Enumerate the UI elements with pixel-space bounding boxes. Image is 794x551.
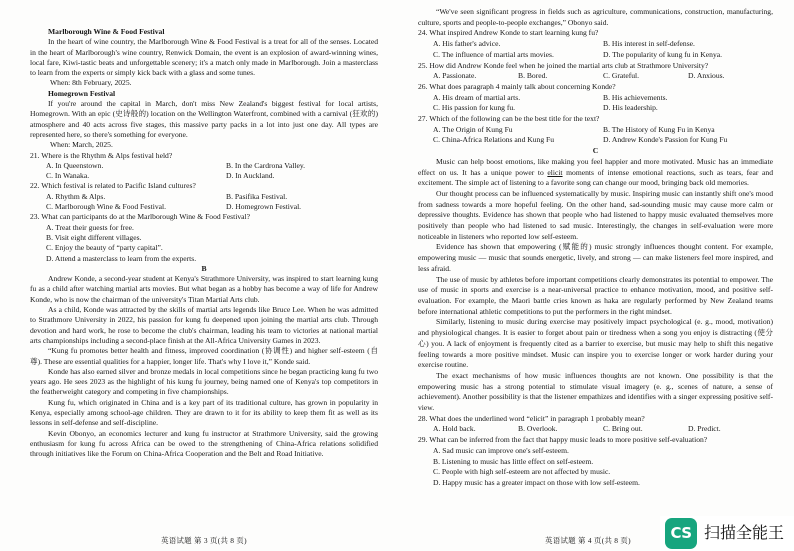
passage-c-paragraph: Evidence has shown that empowering (赋能的) music strongly influences thought content. For example, empowering music — music that sounds energetic, lively, and strong — can make listeners feel more inspired, and less afraid. (418, 242, 773, 273)
passage-c-paragraph: Similarly, listening to music during exercise may positively impact psychological (e. g., mood, motivation) and physiological changes. It is easier to forget about pain or tiredness when a song you enjoy is distracting (使分心) you. A lack of enjoyment is frequently cited as a barrier to exercise, but music may help to shift this negative feeling towards a more positive mindset. Music can inspire you to exercise longer or work harder during your exercise routine. (418, 317, 773, 370)
option-a: A. Rhythm & Alps. (46, 191, 106, 201)
option-c: C. His passion for kung fu. (433, 103, 516, 113)
option-c: C. Bring out. (603, 424, 643, 434)
option-d: D. The popularity of kung fu in Kenya. (603, 49, 723, 59)
option-b: B. Overlook. (518, 424, 558, 434)
passage-b-paragraph: “Kung fu promotes better health and fitness, improved coordination (协调性) and higher self-esteem (自尊). These are essential qualities for a happier, longer life. That's why I love it,” Konde said. (30, 346, 378, 366)
watermark-app-name: 扫描全能王 (704, 523, 785, 542)
option-a: A. Treat their guests for free. (46, 222, 134, 232)
question-26-stem: 26. What does paragraph 4 mainly talk about concerning Konde? (418, 81, 616, 91)
option-d: D. His leadership. (603, 103, 658, 113)
festival-title: Homegrown Festival (48, 88, 116, 98)
passage-c-paragraph-1 (418, 157, 773, 189)
option-b: B. Listening to music has little effect on self-esteem. (433, 456, 594, 466)
option-b: B. Visit eight different villages. (46, 232, 142, 242)
option-b: B. The History of Kung Fu in Kenya (603, 124, 715, 134)
passage-b-paragraph: “We've seen significant progress in fields such as agriculture, communications, construction, manufacturing, culture, sports and people-to-people exchanges,” Obonyo said. (418, 7, 773, 27)
option-c: C. China-Africa Relations and Kung Fu (433, 135, 555, 145)
question-25-options (418, 71, 773, 82)
option-d: D. Homegrown Festival. (226, 202, 302, 212)
option-c: C. Grateful. (603, 71, 640, 81)
passage-c-paragraph: Our thought process can be influenced systematically by music. Inspiring music can instantly shift one's mood from sadness towards a more hopeful feeling. On the other hand, sad-sounding music may cause more calm or depressive thoughts. Evidence has shown that people who had listened to happy music evaluated themselves more positively than people who had listened to sad music. Interestingly, the changes in self-evaluation were more noticeable in listeners who reported low self-esteem. (418, 188, 773, 241)
festival-title: Marlborough Wine & Food Festival (48, 27, 165, 36)
question-24-stem: 24. What inspired Andrew Konde to start learning kung fu? (418, 28, 599, 38)
question-25-stem: 25. How did Andrew Konde feel when he joined the martial arts club at Strathmore University? (418, 60, 709, 70)
option-c: C. In Wanaka. (46, 171, 90, 181)
underlined-word: elicit (547, 167, 563, 177)
option-a: A. In Queenstown. (46, 160, 104, 170)
question-26-options (418, 103, 773, 114)
question-22-options (30, 192, 378, 202)
passage-b-paragraph: Konde has also earned silver and bronze medals in local competitions since he began practicing kung fu two years ago. He sees 2023 as the highlight of his kung fu journey, being named one of Kenya's top competitors in the featherweight category and competing in five championships. (30, 366, 378, 397)
festival-description: If you're around the capital in March, don't miss New Zealand's biggest festival for local artists, Homegrown. With an epic (史诗般的) location on the Wellington Waterfront, combined with a carnival (狂欢的) atmosphere and 40 acts across five stages, this massive party packs in a lot into just one day. All types are represented here, so there's something for everyone. (30, 99, 378, 139)
question-28-options (418, 424, 773, 435)
question-29-stem: 29. What can be inferred from the fact that happy music leads to more positive self-evaluation? (418, 435, 708, 445)
page-3-column (30, 27, 378, 459)
option-a: A. Sad music can improve one's self-esteem. (433, 445, 569, 455)
festival-date: When: March, 2025. (50, 140, 113, 150)
question-22-stem: 22. Which festival is related to Pacific Island cultures? (30, 181, 196, 191)
festival-description: In the heart of wine country, the Marlborough Wine & Food Festival is a treat for all of the senses. Located in the heart of Marlborough's wine country, Renwick Domain, the event is an explosion of award-winning wines, local fare, Kiwi-tastic beats and unforgettable scenery; it's a match only made in Marlborough. Join a masterclass to learn from the experts or simply kick back with a glass and some tunes. (30, 37, 378, 78)
option-c: C. People with high self-esteem are not affected by music. (433, 467, 611, 477)
section-label-b: B (201, 263, 207, 273)
question-24-options (418, 39, 773, 50)
option-b: B. His achievements. (603, 92, 668, 102)
text-segment: moments of intense emotional reactions, such as tears, fear and excitement. The simple act of listening to a favorite song can change our mood, bringing back old memories. (418, 167, 774, 188)
question-24-options (418, 50, 773, 61)
option-b: B. His interest in self-defense. (603, 39, 695, 49)
option-b: B. Bored. (518, 71, 548, 81)
option-d: D. Attend a masterclass to learn from the experts. (46, 253, 197, 263)
option-c: C. Marlborough Wine & Food Festival. (46, 202, 166, 212)
option-c: C. Enjoy the beauty of “party capital”. (46, 243, 163, 253)
passage-b-paragraph: As a child, Konde was attracted by the skills of martial arts legends like Bruce Lee. When he was admitted to Strathmore University in 2022, his passion for kung fu deepened upon joining the martial arts club. Through devotion and hard work, he rose to become the club's chairman, leading his team to victories at national martial arts championships including a second-place finish at the All-Africa University Games in 2023. (30, 305, 378, 345)
option-b: B. In the Cardrona Valley. (226, 160, 306, 170)
passage-c-paragraph: The exact mechanisms of how music influences thoughts are not known. One possibility is that the empowering music has a strong potential to stimulate visual imagery (e. g., scenes of nature, a sense of achievement). Another possibility is that the listener empathizes and identifies with a singer expressing positive self-view. (418, 370, 773, 413)
option-a: A. Hold back. (433, 424, 476, 434)
question-27-options (418, 125, 773, 136)
page-4-column (418, 7, 773, 489)
option-c: C. The influence of martial arts movies. (433, 49, 554, 59)
camscanner-logo-icon: CS (665, 518, 697, 549)
passage-b-paragraph: Kung fu, which originated in China and is a key part of its traditional culture, has grown in popularity in Kenya, especially among school-age children. They are drawn to it for its ability to keep them fit as well as its lessons in self-defense and self-discipline. (30, 397, 378, 428)
passage-b-paragraph: Kevin Obonyo, an economics lecturer and kung fu instructor at Strathmore University, said the growing enthusiasm for kung fu across Africa can be owed to the strengthening of China-Africa relations solidified through initiatives like the Forum on China-Africa Cooperation and the Belt and Road Initiative. (30, 428, 378, 459)
question-21-options (30, 161, 378, 171)
page-3-footer: 英语试题 第 3 页(共 8 页) (161, 536, 247, 545)
question-23-stem: 23. What can participants do at the Marlborough Wine & Food Festival? (30, 212, 251, 222)
option-a: A. His dream of martial arts. (433, 92, 521, 102)
passage-b-paragraph: Andrew Konde, a second-year student at Kenya's Strathmore University, was inspired to start learning kung fu as a child after watching martial arts movies. But what began as a hobby has become a way of life for Andrew Konde, who is now the chairman of the university's Titan Martial Arts club. (30, 274, 378, 304)
option-d: D. In Auckland. (226, 171, 275, 181)
option-b: B. Pasifika Festival. (226, 191, 288, 201)
option-d: D. Predict. (688, 424, 721, 434)
question-26-options (418, 93, 773, 104)
option-a: A. Passionate. (433, 71, 477, 81)
option-d: D. Andrew Konde's Passion for Kung Fu (603, 135, 728, 145)
question-21-options (30, 171, 378, 181)
scanner-watermark (660, 516, 794, 551)
question-28-stem: 28. What does the underlined word “elicit” in paragraph 1 probably mean? (418, 413, 645, 423)
option-a: A. The Origin of Kung Fu (433, 124, 513, 134)
question-21-stem: 21. Where is the Rhythm & Alps festival held? (30, 150, 173, 160)
question-27-stem: 27. Which of the following can be the best title for the text? (418, 114, 600, 124)
option-d: D. Anxious. (688, 71, 725, 81)
text-segment: Music can help boost emotions, like making you feel happier and more motivated. Music has an immediate effect on us. It has a unique power to (418, 156, 773, 177)
option-d: D. Happy music has a greater impact on those with low self-esteem. (433, 477, 640, 487)
question-22-options (30, 202, 378, 212)
option-a: A. His father's advice. (433, 39, 501, 49)
festival-date: When: 8th February, 2025. (50, 78, 132, 88)
page-4-footer: 英语试题 第 4 页(共 8 页) (545, 536, 631, 545)
question-27-options (418, 135, 773, 146)
section-label-c: C (592, 146, 599, 156)
passage-c-paragraph: The use of music by athletes before important competitions clearly demonstrates its potential to empower. The use of music in sports and exercise is a near-universal practice to enhance motivation, mood, and positive self-evaluation. For example, the Maori battle cries known as haka are regularly performed by New Zealand teams before international athletic competitions to put the performers in the right mindset. (418, 274, 773, 316)
